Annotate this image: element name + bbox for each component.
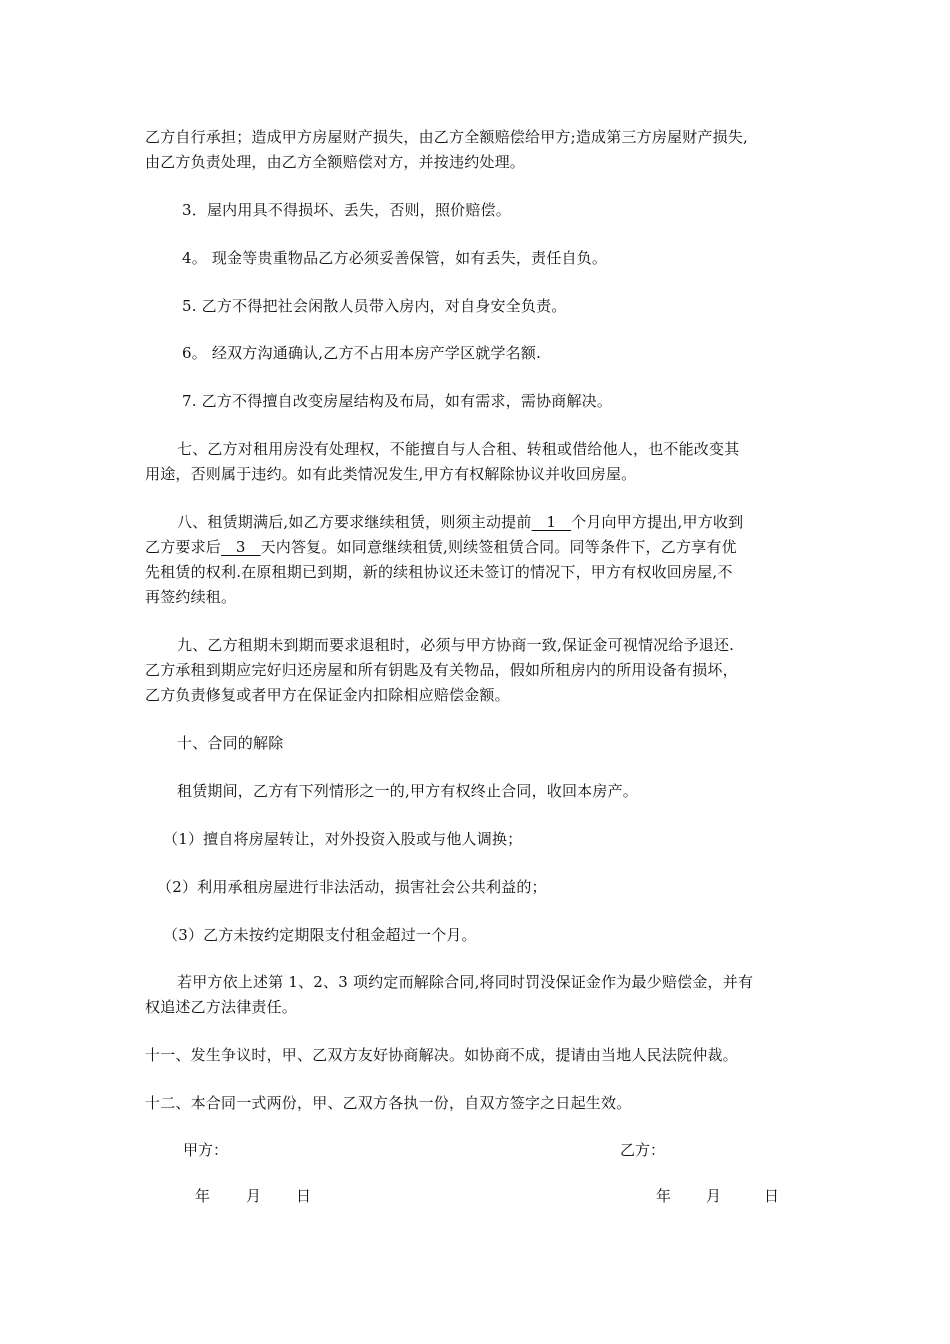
party-a-date-day: 日 xyxy=(296,1187,312,1205)
clause-8-text-a: 八、租赁期满后,如乙方要求继续租赁，则须主动提前 xyxy=(177,513,532,531)
party-a-date-year: 年 xyxy=(195,1187,211,1205)
intro-line-1: 乙方自行承担；造成甲方房屋财产损失，由乙方全额赔偿给甲方;造成第三方房屋财产损失, xyxy=(145,128,749,146)
clause-10-case-3: （3）乙方未按约定期限支付租金超过一个月。 xyxy=(163,926,477,944)
clause-10-penalty-line-2: 权追述乙方法律责任。 xyxy=(145,998,298,1016)
item-7: 7. 乙方不得擅自改变房屋结构及布局，如有需求，需协商解决。 xyxy=(182,392,613,410)
clause-8-text-d: 天内答复。如同意继续租赁,则续签租赁合同。同等条件下，乙方享有优 xyxy=(260,538,737,556)
clause-9-line-3: 乙方负责修复或者甲方在保证金内扣除相应赔偿金额。 xyxy=(145,686,510,704)
clause-7-line-2: 用途，否则属于违约。如有此类情况发生,甲方有权解除协议并收回房屋。 xyxy=(145,465,637,483)
clause-11: 十一、发生争议时，甲、乙双方友好协商解决。如协商不成，提请由当地人民法院仲裁。 xyxy=(145,1046,738,1064)
clause-10-title: 十、合同的解除 xyxy=(177,734,284,752)
clause-9-line-2: 乙方承租到期应完好归还房屋和所有钥匙及有关物品，假如所租房内的所用设备有损坏， xyxy=(145,661,738,679)
item-5: 5. 乙方不得把社会闲散人员带入房内，对自身安全负责。 xyxy=(182,297,567,315)
party-a-label: 甲方： xyxy=(183,1141,229,1159)
intro-line-2: 由乙方负责处理，由乙方全额赔偿对方，并按违约处理。 xyxy=(145,153,526,171)
clause-8-line-2 xyxy=(145,537,737,557)
clause-10-penalty-line-1: 若甲方依上述第 1、2、3 项约定而解除合同,将同时罚没保证金作为最少赔偿金，并有 xyxy=(177,973,754,991)
clause-7-line-1: 七、乙方对租用房没有处理权，不能擅自与人合租、转租或借给他人，也不能改变其 xyxy=(177,440,740,458)
party-b-date-month: 月 xyxy=(706,1187,722,1205)
item-3: 3．屋内用具不得损坏、丢失，否则，照价赔偿。 xyxy=(182,201,511,219)
blank-days: 3 xyxy=(221,538,261,556)
clause-10-intro: 租赁期间，乙方有下列情形之一的,甲方有权终止合同，收回本房产。 xyxy=(177,782,638,800)
clause-9-line-1: 九、乙方租期未到期而要求退租时，必须与甲方协商一致,保证金可视情况给予退还. xyxy=(177,636,735,654)
clause-8-line-4: 再签约续租。 xyxy=(145,588,237,606)
clause-8-text-b: 个月向甲方提出,甲方收到 xyxy=(571,513,744,531)
clause-8-line-1 xyxy=(177,512,743,532)
item-6: 6。 经双方沟通确认,乙方不占用本房产学区就学名额. xyxy=(182,344,542,362)
party-b-label: 乙方： xyxy=(620,1141,666,1159)
party-b-date-year: 年 xyxy=(656,1187,672,1205)
party-b-date-day: 日 xyxy=(764,1187,780,1205)
clause-10-case-1: （1）擅自将房屋转让，对外投资入股或与他人调换； xyxy=(163,830,523,848)
clause-12: 十二、本合同一式两份，甲、乙双方各执一份，自双方签字之日起生效。 xyxy=(145,1094,632,1112)
clause-10-case-2: （2）利用承租房屋进行非法活动，损害社会公共利益的； xyxy=(157,878,547,896)
clause-8-line-3: 先租赁的权利.在原租期已到期，新的续租协议还未签订的情况下，甲方有权收回房屋,不 xyxy=(145,563,733,581)
party-a-date-month: 月 xyxy=(246,1187,262,1205)
blank-months: 1 xyxy=(531,513,572,531)
item-4: 4。 现金等贵重物品乙方必须妥善保管，如有丢失，责任自负。 xyxy=(182,249,608,267)
clause-8-text-c: 乙方要求后 xyxy=(145,538,222,556)
